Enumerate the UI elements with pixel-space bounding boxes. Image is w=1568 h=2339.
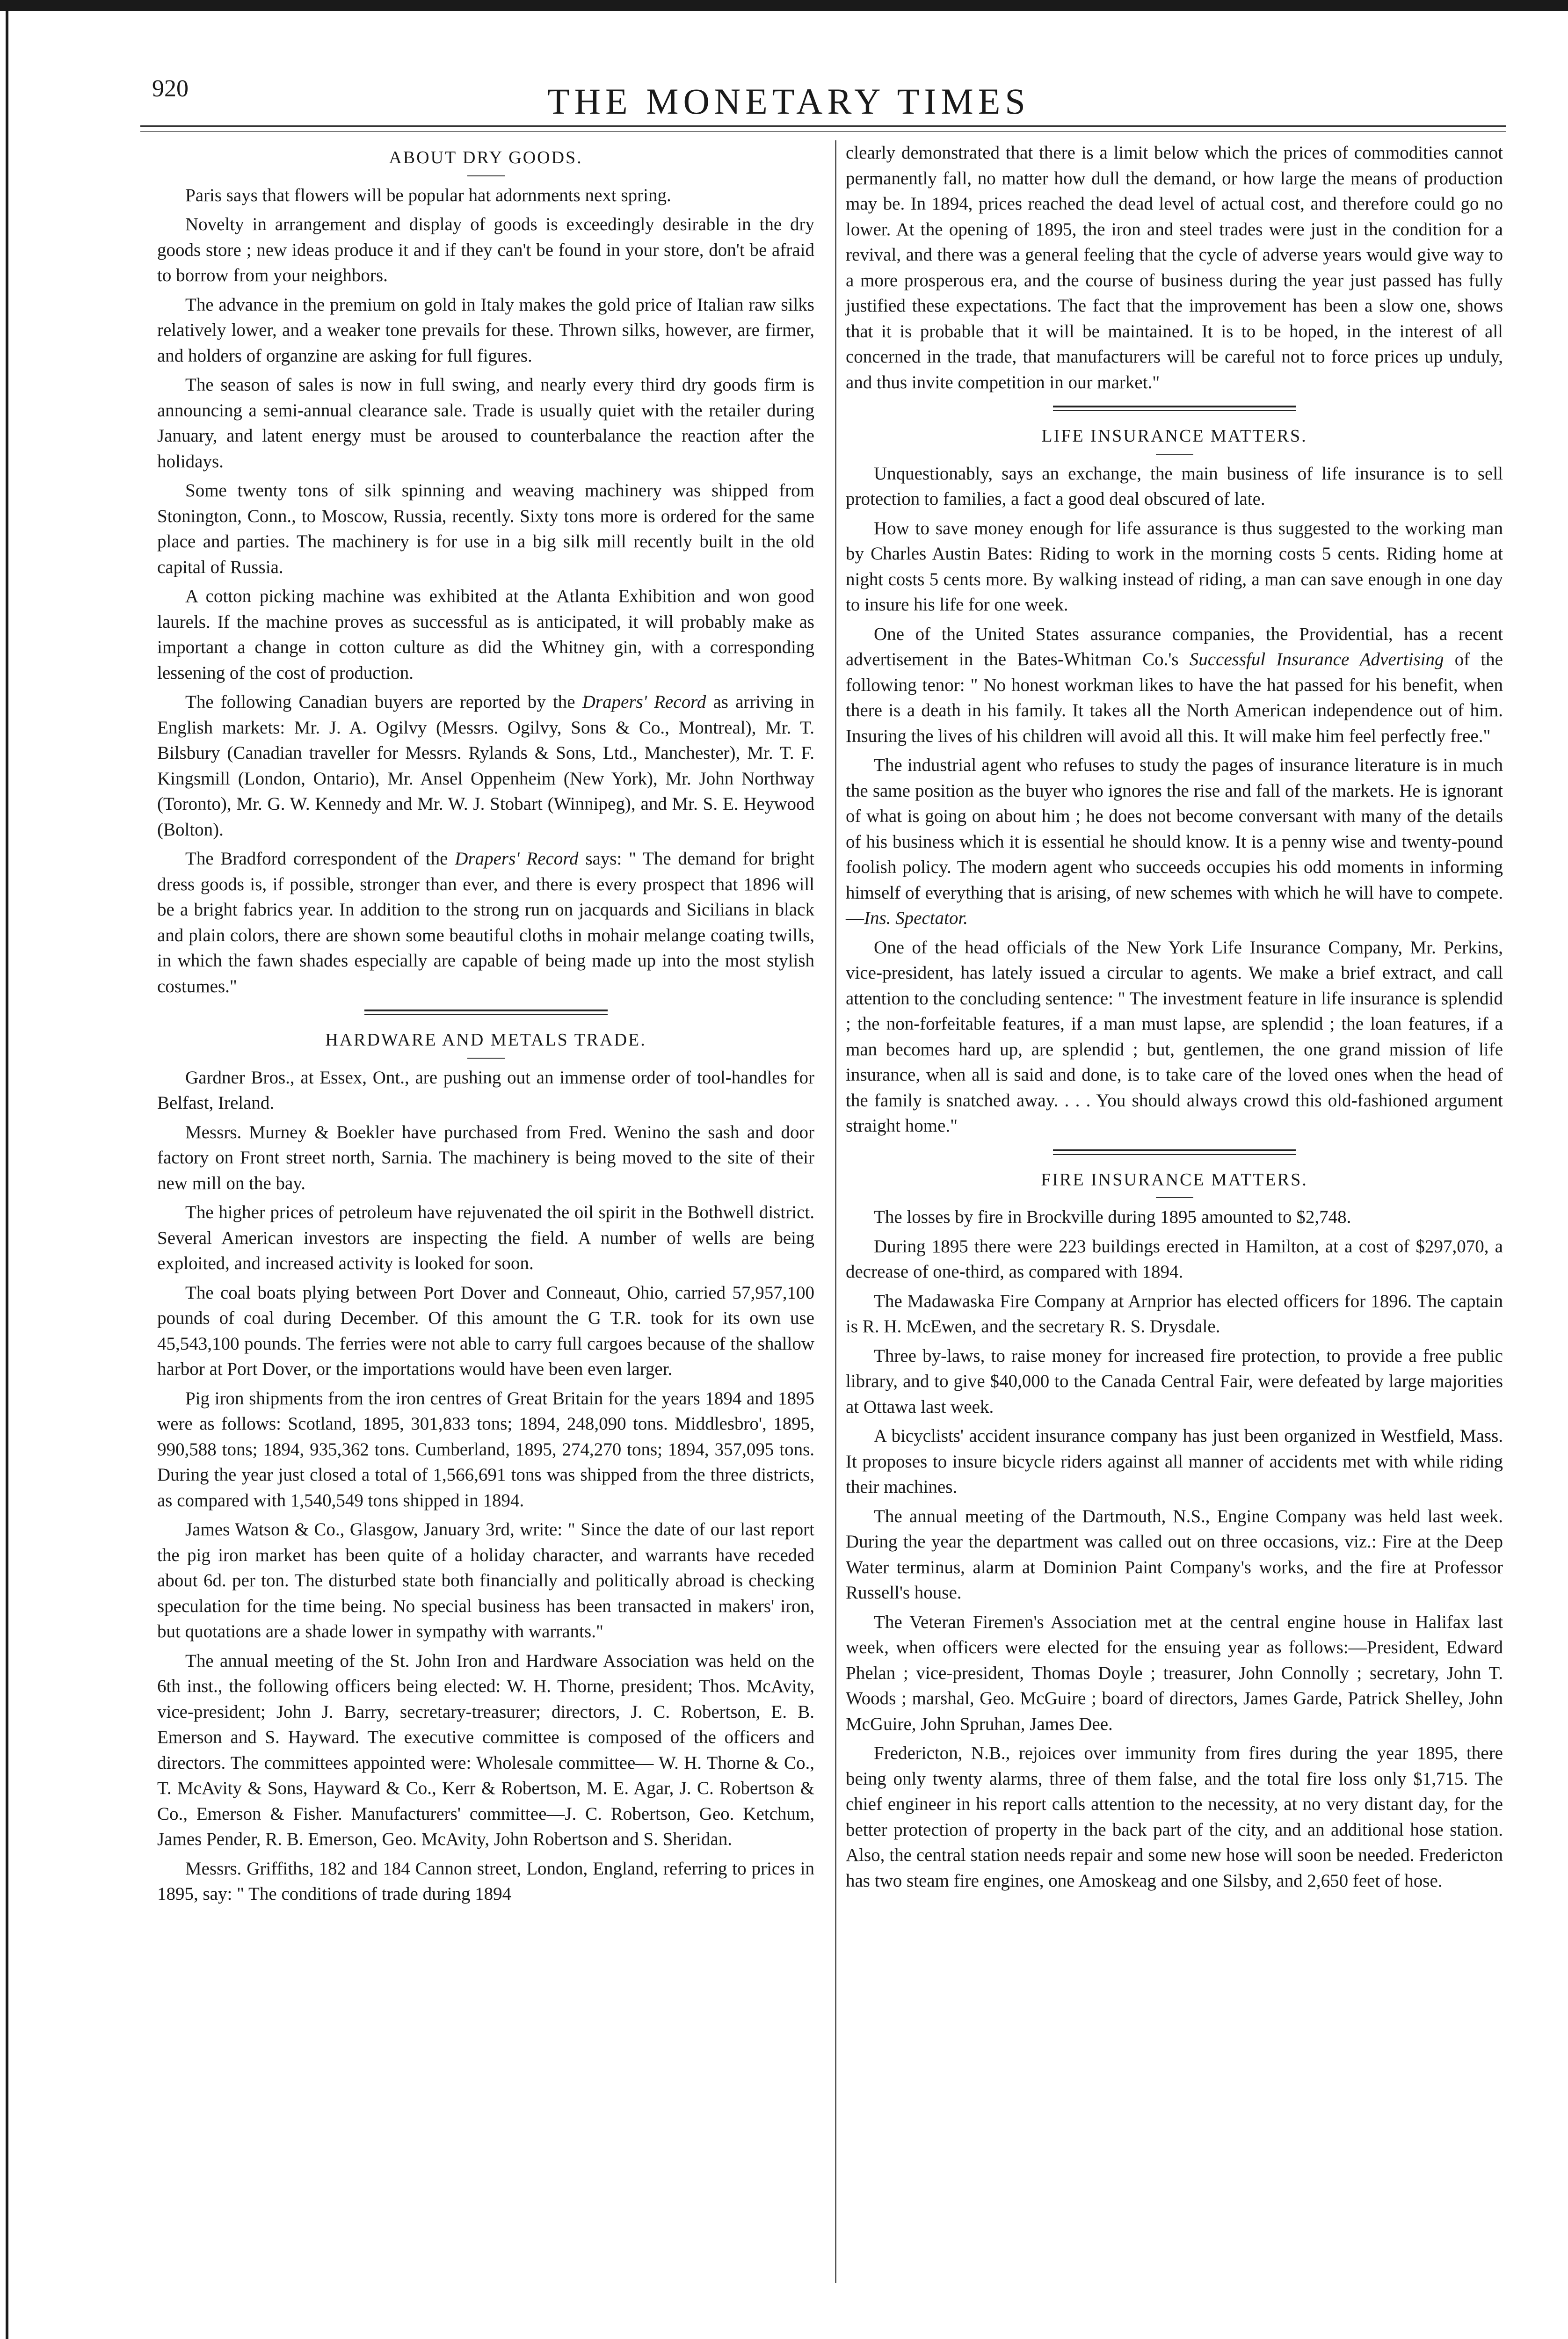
article-paragraph: How to save money enough for life assurance is thus suggested to the working man by Charles Austin Bates: Riding to work in the morning costs 5 cents. Riding home at night costs 5 cents more. By walking instead of riding, a man can save enough in one day to insure his life for one week. [846,518,1503,615]
article-paragraph: The coal boats plying between Port Dover and Conneaut, Ohio, carried 57,957,100 pounds of coal during December. Of this amount the G T.R. took for its own use 45,543,100 pounds. The ferries were not able to carry full cargoes because of the shallow harbor at Port Dover, or the importations would have been even larger. [157,1282,814,1379]
text-run: as arriving in English markets: Mr. J. A. Ogilvy (Messrs. Ogilvy, Sons & Co., Montreal), Mr. T. Bilsbury (Canadian traveller for Messrs. Rylands & Sons, Ltd., Manchester), Mr. T. F. Kingsmill (London, Ontario), Mr. Ansel Oppenheim (New York), Mr. John Northway (Toronto), Mr. G. W. Kennedy and Mr. W. J. Stobart (Winnipeg), and Mr. S. E. Heywood (Bolton). [157,692,815,840]
text-run: of the following tenor: " No honest workman likes to have the hat passed for his benefit, when there is a death in his family. It takes all the North American independence out of him. Insuring the lives of his children will avoid all this. It will make him feel perfectly free." [846,649,1503,746]
article-paragraph: A cotton picking machine was exhibited at the Atlanta Exhibition and won good laurels. If the machine proves as successful as is anticipated, it will probably make as important a change in cotton culture as did the Whitney gin, with a corresponding lessening of the cost of production. [157,586,814,683]
article-paragraph [157,690,814,843]
masthead-title: THE MONETARY TIMES [547,81,1030,122]
header-rule-thin [140,131,1506,132]
publication-title: Ins. Spectator. [864,908,968,928]
text-run: The industrial agent who refuses to study the pages of insurance literature is in much the same position as the buyer who ignores the rise and fall of the markets. He is ignorant of what is going on about him ; he does not become conversant with many of the details of his business which it is essential he should know. It is a penny wise and twenty-pound foolish policy. The modern agent who succeeds occupies his odd moments in informing himself of everything that is arising, of new schemes with which he will have to compete.— [846,755,1503,928]
section-separator [364,1010,608,1015]
article-paragraph: Fredericton, N.B., rejoices over immunity from fires during the year 1895, there being only twenty alarms, three of them false, and the total fire loss only $1,715. The chief engineer in his report calls attention to the necessity, at no very distant day, for the better protection of property in the back part of the city, and an additional hose station. Also, the central station needs repair and some new hose will soon be needed. Fredericton has two steam fire engines, one Amoskeag and one Silsby, and 2,650 feet of hose. [846,1743,1503,1891]
life-insurance-section [846,423,1503,1139]
article-paragraph [846,622,1503,749]
article-paragraph: The advance in the premium on gold in Italy makes the gold price of Italian raw silks relatively lower, and a weaker tone prevails for these. Thrown silks, however, are firmer, and holders of organzine are asking for full figures. [157,294,814,366]
section-heading: LIFE INSURANCE MATTERS. [1041,426,1307,446]
article-paragraph: Three by-laws, to raise money for increased fire protection, to provide a free public library, and to give $40,000 to the Canada Central Fair, were defeated by large majorities at Ottawa last week. [846,1345,1503,1417]
article-paragraph: The season of sales is now in full swing, and nearly every third dry goods firm is announcing a semi-annual clearance sale. Trade is usually quiet with the retailer during January, and latent energy must be aroused to counterbalance the reaction after the holidays. [157,375,814,472]
fire-insurance-section [846,1167,1503,1894]
heading-rule [467,175,505,176]
article-paragraph: Novelty in arrangement and display of goods is exceedingly desirable in the dry goods store ; new ideas produce it and if they can't be found in your store, don't be afraid to borrow from your neighbors. [157,214,814,285]
article-paragraph: The annual meeting of the St. John Iron and Hardware Association was held on the 6th inst., the following officers being elected: W. H. Thorne, president; Thos. McAvity, vice-president; John J. Barry, secretary-treasurer; directors, J. C. Robertson, E. B. Emerson and S. Hayward. The executive committee is composed of the officers and directors. The committees appointed were: Wholesale committee— W. H. Thorne & Co., T. McAvity & Sons, Hayward & Co., Kerr & Robertson, M. E. Agar, J. C. Robertson & Co., Emerson & Fisher. Manufacturers' committee—J. C. Robertson, Geo. Ketchum, James Pender, R. B. Emerson, Geo. McAvity, John Robertson and S. Sheridan. [157,1650,814,1849]
section-heading: ABOUT DRY GOODS. [389,148,583,167]
text-run: The Bradford correspondent of the [185,849,448,869]
left-column [157,140,814,1911]
page-left-border [6,0,8,2339]
column-divider [835,140,836,2283]
text-run: The following Canadian buyers are reported by the [185,692,575,712]
article-paragraph: A bicyclists' accident insurance company has just been organized in Westfield, Mass. It proposes to insure bicycle riders against all manner of accidents met with while riding their machines. [846,1426,1503,1497]
article-paragraph: Messrs. Murney & Boekler have purchased from Fred. Wenino the sash and door factory on Front street north, Sarnia. The machinery is being moved to the site of their new mill on the bay. [157,1122,814,1193]
article-paragraph: The losses by fire in Brockville during 1895 amounted to $2,748. [874,1207,1351,1227]
section-heading: HARDWARE AND METALS TRADE. [325,1030,646,1050]
heading-rule [467,1058,505,1059]
article-paragraph: Pig iron shipments from the iron centres of Great Britain for the years 1894 and 1895 were as follows: Scotland, 1895, 301,833 tons; 1894, 248,090 tons. Middlesbro', 1895, 990,588 tons; 1894, 935,362 tons. Cumberland, 1895, 274,270 tons; 1894, 357,095 tons. During the year just closed a total of 1,566,691 tons was shipped from the three districts, as compared with 1,540,549 tons shipped in 1894. [157,1388,814,1511]
page-number: 920 [152,75,189,102]
article-paragraph: Messrs. Griffiths, 182 and 184 Cannon street, London, England, referring to prices in 1895, say: " The conditions of trade during 1894 [157,1858,814,1904]
publication-title: Drapers' Record [455,849,579,869]
section-separator [1053,1149,1296,1155]
publication-title: Successful Insurance Advertising [1189,649,1444,669]
right-column [846,140,1503,1897]
heading-rule [1156,1197,1193,1198]
publication-title: Drapers' Record [582,692,706,712]
hardware-section [157,1027,814,1907]
header-rule [140,125,1506,127]
section-separator [1053,406,1296,411]
text-run: says: " The demand for bright dress goods is, if possible, stronger than ever, and there is every prospect that 1896 will be a bright fabrics year. In addition to the strong run on jacquards and Sicilians in black and plain colors, there are shown some beautiful cloths in mohair melange coating twills, in which the fawn shades especially are capable of being made up into the most stylish costumes." [157,849,815,996]
page-top-border [0,0,1568,11]
article-paragraph: One of the head officials of the New York Life Insurance Company, Mr. Perkins, vice-president, has lately issued a circular to agents. We make a brief extract, and call attention to the concluding sentence: " The investment feature in life insurance is splendid ; the non-forfeitable features, if a man must lapse, are splendid ; the loan features, if a man becomes hard up, are splendid ; but, gentlemen, the one grand mission of life insurance, when all is said and done, is to take care of the loved ones when the head of the family is snatched away. . . . You should always crowd this old-fashioned argument straight home." [846,937,1503,1136]
article-paragraph: The annual meeting of the Dartmouth, N.S., Engine Company was held last week. During the year the department was called out on three occasions, viz.: Fire at the Deep Water terminus, alarm at Dominion Paint Company's works, and the fire at Professor Russell's house. [846,1506,1503,1603]
article-paragraph [846,753,1503,931]
article-paragraph: Gardner Bros., at Essex, Ont., are pushing out an immense order of tool-handles for Belfast, Ireland. [157,1067,814,1113]
article-paragraph: During 1895 there were 223 buildings erected in Hamilton, at a cost of $297,070, a decrease of one-third, as compared with 1894. [846,1236,1503,1282]
article-paragraph [157,846,814,999]
article-paragraph: The Veteran Firemen's Association met at the central engine house in Halifax last week, when officers were elected for the ensuing year as follows:—President, Edward Phelan ; vice-president, Thomas Doyle ; treasurer, John Connolly ; secretary, John T. Woods ; marshal, Geo. McGuire ; board of directors, James Garde, Patrick Shelley, John McGuire, John Spruhan, James Dee. [846,1612,1503,1734]
article-paragraph: Unquestionably, says an exchange, the main business of life insurance is to sell protection to families, a fact a good deal obscured of late. [846,463,1503,509]
dry-goods-section [157,145,814,999]
article-paragraph-continued: clearly demonstrated that there is a limit below which the prices of commodities cannot permanently fall, no matter how dull the demand, or how large the means of production may be. In 1894, prices reached the dead level of actual cost, and therefore could go no lower. At the opening of 1895, the iron and steel trades were just in the condition for a revival, and there was a general feeling that the cycle of adverse years would give way to a more prosperous era, and the course of business during the year just passed has fully justified these expectations. The fact that the improvement has been a slow one, shows that it is probable that it will be maintained. It is to be hoped, in the interest of all concerned in the trade, that manufacturers will be careful not to force prices up unduly, and thus invite competition in our market." [846,143,1503,392]
article-paragraph: James Watson & Co., Glasgow, January 3rd, write: " Since the date of our last report the pig iron market has been quite of a holiday character, and warrants have receded about 6d. per ton. The disturbed state both financially and politically abroad is checking speculation for the time being. No special business has been transacted in makers' iron, but quotations are a shade lower in sympathy with warrants." [157,1519,814,1642]
heading-rule [1156,454,1193,455]
article-paragraph: The Madawaska Fire Company at Arnprior has elected officers for 1896. The captain is R. H. McEwen, and the secretary R. S. Drysdale. [846,1291,1503,1337]
article-paragraph: Paris says that flowers will be popular hat adornments next spring. [185,185,671,205]
text-run: One of the United States assurance companies, the Providential, has a recent advertisement in the Bates-Whitman Co.'s [846,624,1503,669]
article-paragraph: The higher prices of petroleum have rejuvenated the oil spirit in the Bothwell district. Several American investors are inspecting the field. A number of wells are being exploited, and increased activity is looked for soon. [157,1202,814,1273]
article-paragraph: Some twenty tons of silk spinning and weaving machinery was shipped from Stonington, Conn., to Moscow, Russia, recently. Sixty tons more is ordered for the same place and parties. The machinery is for use in a big silk mill recently built in the old capital of Russia. [157,480,814,577]
section-heading: FIRE INSURANCE MATTERS. [1041,1170,1308,1190]
